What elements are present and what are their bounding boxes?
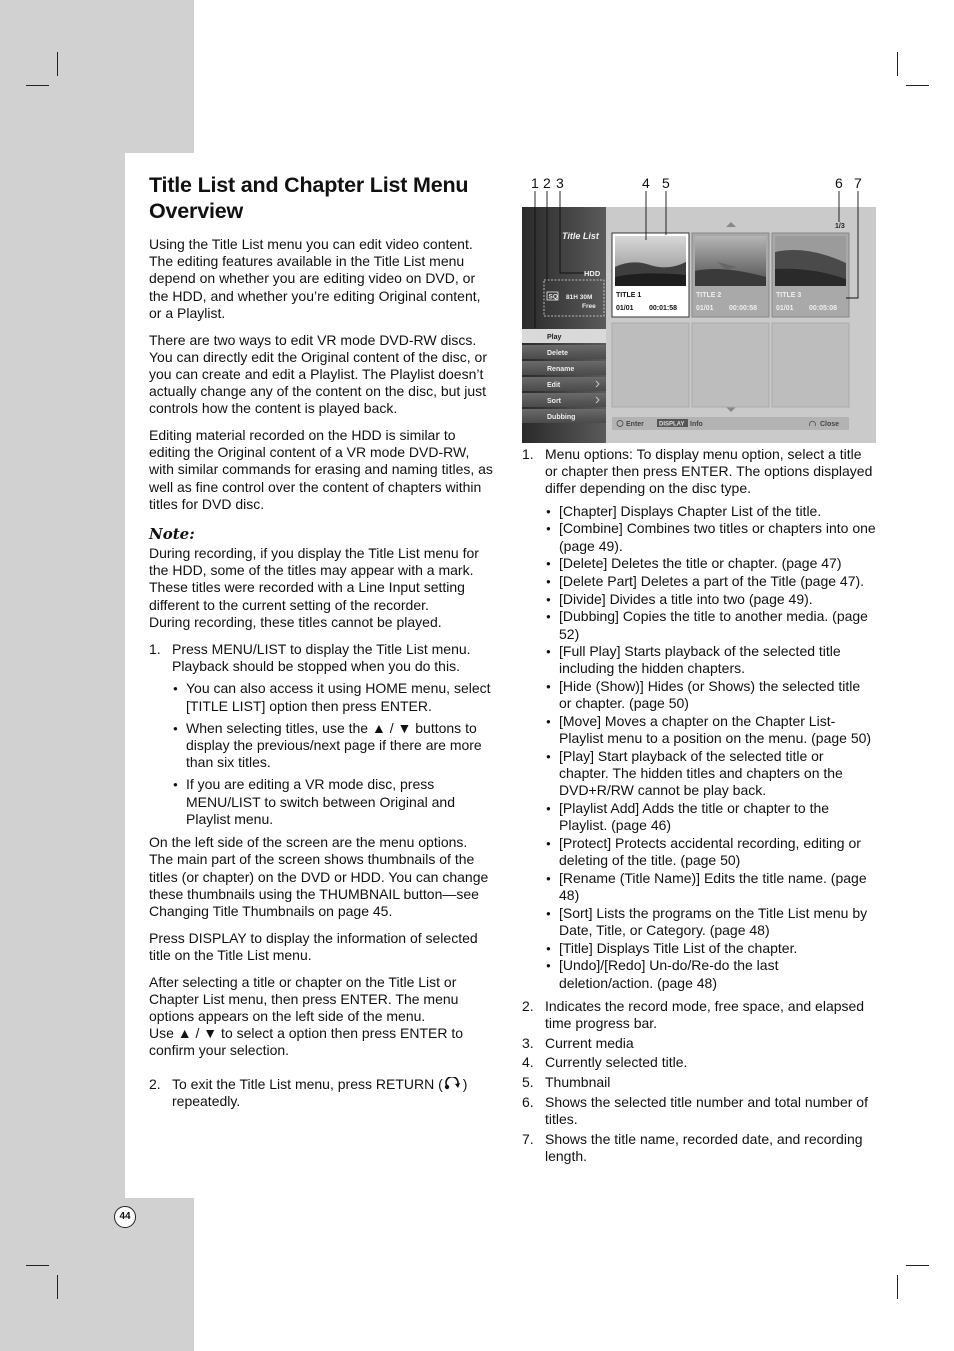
list-item: ● [Hide (Show)] Hides (or Shows) the selected title or chapter. (page 50): [545, 678, 876, 712]
legend-item: [522, 1035, 876, 1052]
record-mode-text: SQ: [548, 293, 558, 301]
thumbnail-title-1[interactable]: [612, 233, 689, 317]
thumbnail-title-length: 00:05:08: [809, 305, 838, 312]
legend-items: [522, 998, 876, 1165]
callout-number: 3: [556, 175, 564, 191]
display-paragraph: Press DISPLAY to display the information of selected title on the Title List menu.: [149, 929, 478, 963]
list-item: ● You can also access it using HOME menu, select [TITLE LIST] option then press ENTER.: [172, 680, 495, 714]
crop-mark: [57, 52, 58, 76]
vr-mode-paragraph: There are two ways to edit VR mode DVD-RW discs. You can directly edit the Original content of the disc, or you can create and edit a Playlist. The Playlist doesn’t actually change any of the content on the disc, but just controls how the content is played back.: [149, 331, 488, 417]
note-body: [149, 545, 495, 631]
legend-item: [522, 1074, 876, 1091]
empty-thumbnail-slot: [692, 323, 769, 407]
screen-footer: [612, 417, 849, 430]
menu-item-label: Play: [547, 334, 562, 341]
list-item: ● [Move] Moves a chapter on the Chapter List-Playlist menu to a position on the menu. (page 50): [545, 713, 876, 747]
list-item: ● [Playlist Add] Adds the title or chapter to the Playlist. (page 46): [545, 800, 876, 834]
list-item: ● If you are editing a VR mode disc, press MENU/LIST to switch between Original and Playlist menu.: [172, 776, 495, 828]
callout-number: 1: [531, 175, 539, 191]
hdd-paragraph: Editing material recorded on the HDD is similar to editing the Original content of a VR mode DVD-RW, with similar commands for erasing and naming titles, as well as fine control over the content of chapters within titles for DVD disc.: [149, 427, 493, 512]
item-number: 2.: [522, 997, 534, 1014]
list-item: ● [Rename (Title Name)] Edits the title name. (page 48): [545, 870, 876, 904]
empty-thumbnail-slot: [612, 323, 689, 407]
right-column: [522, 446, 876, 1168]
list-item: ● [Combine] Combines two titles or chapters into one (page 49).: [545, 520, 876, 554]
menu-option-list: [545, 503, 876, 992]
gray-band-left: [0, 153, 125, 1198]
menu-item-edit[interactable]: [522, 377, 606, 391]
list-item: ● [Full Play] Starts playback of the selected title including the hidden chapters.: [545, 643, 876, 677]
footer-enter: Enter: [626, 421, 644, 428]
footer-close: Close: [820, 421, 840, 428]
item-number: 6.: [522, 1093, 534, 1110]
menu-item-label: Dubbing: [547, 414, 576, 421]
item-number: 3.: [522, 1034, 534, 1051]
left-column: [149, 172, 495, 1116]
menu-item-play[interactable]: [522, 329, 606, 343]
list-item: ● [Title] Displays Title List of the chapter.: [545, 940, 876, 957]
item-number: 7.: [522, 1130, 534, 1147]
menu-item-label: Delete: [547, 350, 569, 357]
menu-item-label: Rename: [547, 366, 575, 373]
current-media: HDD: [584, 269, 601, 278]
thumbnail-title-3[interactable]: [772, 233, 849, 317]
step-number: 1.: [149, 641, 161, 658]
page-indicator: 1/3: [835, 223, 845, 230]
crop-mark: [26, 85, 49, 86]
callout-number: 5: [662, 175, 670, 191]
footer-display: DISPLAY: [659, 421, 685, 428]
screen-header: Title List: [562, 231, 599, 241]
step-text: ) repeatedly.: [172, 1075, 468, 1109]
legend-item: [522, 1054, 876, 1071]
step-number: 2.: [149, 1075, 161, 1092]
thumbnail-title-length: 00:01:58: [649, 305, 678, 312]
list-item: ● [Protect] Protects accidental recording, editing or deleting of the title. (page 50): [545, 835, 876, 869]
empty-thumbnail-slot: [772, 323, 849, 407]
note-line: During recording, if you display the Title List menu for the HDD, some of the titles may appear with a mark. These titles were recorded with a Line Input setting different to the current setting of the recorder.: [149, 545, 479, 613]
item-text: Shows the selected title number and total number of titles.: [545, 1093, 868, 1128]
item-text: Thumbnail: [545, 1074, 611, 1091]
paragraph-line: Use ▲ / ▼ to select a option then press ENTER to confirm your selection.: [149, 1025, 464, 1059]
thumbnail-title-2[interactable]: [692, 233, 769, 317]
item-text: Menu options: To display menu option, select a title or chapter then press ENTER. The options displayed differ depending on the disc type.: [545, 446, 873, 497]
menu-item-label: Edit: [547, 382, 561, 389]
legend-item: [522, 1131, 876, 1165]
crop-mark: [906, 1265, 929, 1266]
step-1-bullets: [172, 680, 495, 828]
list-item: ● [Delete] Deletes the title or chapter. (page 47): [545, 555, 876, 572]
step-text: Press MENU/LIST to display the Title List menu. Playback should be stopped when you do this.: [172, 641, 471, 675]
item-text: Currently selected title.: [545, 1054, 688, 1071]
free-time: 81H 30M: [566, 294, 593, 301]
callout-number: 6: [835, 175, 843, 191]
step-text: To exit the Title List menu, press RETURN (: [172, 1075, 443, 1092]
return-icon: [443, 1077, 463, 1091]
free-label: Free: [582, 303, 596, 310]
gray-band-top: [0, 0, 194, 153]
crop-mark: [897, 52, 898, 76]
step-1: [149, 641, 495, 828]
step-2: [149, 1076, 495, 1110]
note-line: During recording, these titles cannot be played.: [149, 613, 442, 630]
item-number: 4.: [522, 1054, 534, 1071]
list-item: ● [Chapter] Displays Chapter List of the title.: [545, 503, 876, 520]
note-heading: Note:: [149, 525, 195, 544]
sidebar-background: [522, 207, 606, 443]
legend-item: [522, 1094, 876, 1128]
item-number: 1.: [522, 446, 534, 462]
page-title: Title List and Chapter List Menu Overview: [149, 173, 469, 223]
item-number: 5.: [522, 1074, 534, 1091]
item-text: Shows the title name, recorded date, and recording length.: [545, 1130, 863, 1164]
intro-paragraph: Using the Title List menu you can edit video content. The editing features available in the Title List menu depend on whether you are editing video on DVD, or the HDD, and whether you’re editing Original content, or a Playlist.: [149, 236, 481, 321]
crop-mark: [906, 85, 929, 86]
crop-mark: [26, 1265, 49, 1266]
enter-paragraph: [149, 974, 495, 1060]
thumbnail-title-name: TITLE 1: [616, 292, 642, 299]
thumbnail-title-date: 01/01: [616, 305, 634, 312]
callout-number: 7: [854, 175, 862, 191]
thumbnail-title-date: 01/01: [696, 305, 714, 312]
list-item: ● [Undo]/[Redo] Un-do/Re-do the last deletion/action. (page 48): [545, 957, 876, 991]
footer-info: Info: [690, 421, 703, 428]
menu-item-sort[interactable]: [522, 393, 606, 407]
item-text: Indicates the record mode, free space, and elapsed time progress bar.: [545, 997, 865, 1031]
list-item: ● [Divide] Divides a title into two (page 49).: [545, 591, 876, 608]
list-item: ● [Play] Start playback of the selected title or chapter. The hidden titles and chapters on the DVD+R/RW cannot be play back.: [545, 748, 876, 800]
paragraph-line: After selecting a title or chapter on the Title List or Chapter List menu, then press ENTER. The menu options appears on the left side of the menu.: [149, 973, 459, 1024]
page-number: 44: [114, 1206, 136, 1228]
list-item: ● [Sort] Lists the programs on the Title List menu by Date, Title, or Category. (page 48): [545, 905, 876, 939]
thumbnail-title-name: TITLE 3: [776, 292, 802, 299]
screen-layout-paragraph: On the left side of the screen are the menu options. The main part of the screen shows thumbnails of the titles (or chapter) on the DVD or HDD. You can change these thumbnails using the THUMBNAIL button—see Changing Title Thumbnails on page 45.: [149, 834, 489, 919]
thumbnail-title-date: 01/01: [776, 305, 794, 312]
item-text: Current media: [545, 1034, 634, 1051]
thumbnail-title-name: TITLE 2: [696, 292, 722, 299]
callout-number: 4: [642, 175, 650, 191]
crop-mark: [57, 1275, 58, 1299]
callout-number: 2: [543, 175, 551, 191]
list-item: ● When selecting titles, use the ▲ / ▼ buttons to display the previous/next page if there are more than six titles.: [172, 720, 495, 772]
crop-mark: [897, 1275, 898, 1299]
gray-band-bottom: [0, 1198, 194, 1351]
menu-item-label: Sort: [547, 398, 561, 405]
thumbnail-title-length: 00:00:58: [729, 305, 758, 312]
list-item: ● [Dubbing] Copies the title to another media. (page 52): [545, 608, 876, 642]
title-list-screen: [522, 207, 876, 443]
list-item: ● [Delete Part] Deletes a part of the Title (page 47).: [545, 573, 876, 590]
legend-item-1: [522, 446, 876, 992]
legend-item: [522, 998, 876, 1032]
